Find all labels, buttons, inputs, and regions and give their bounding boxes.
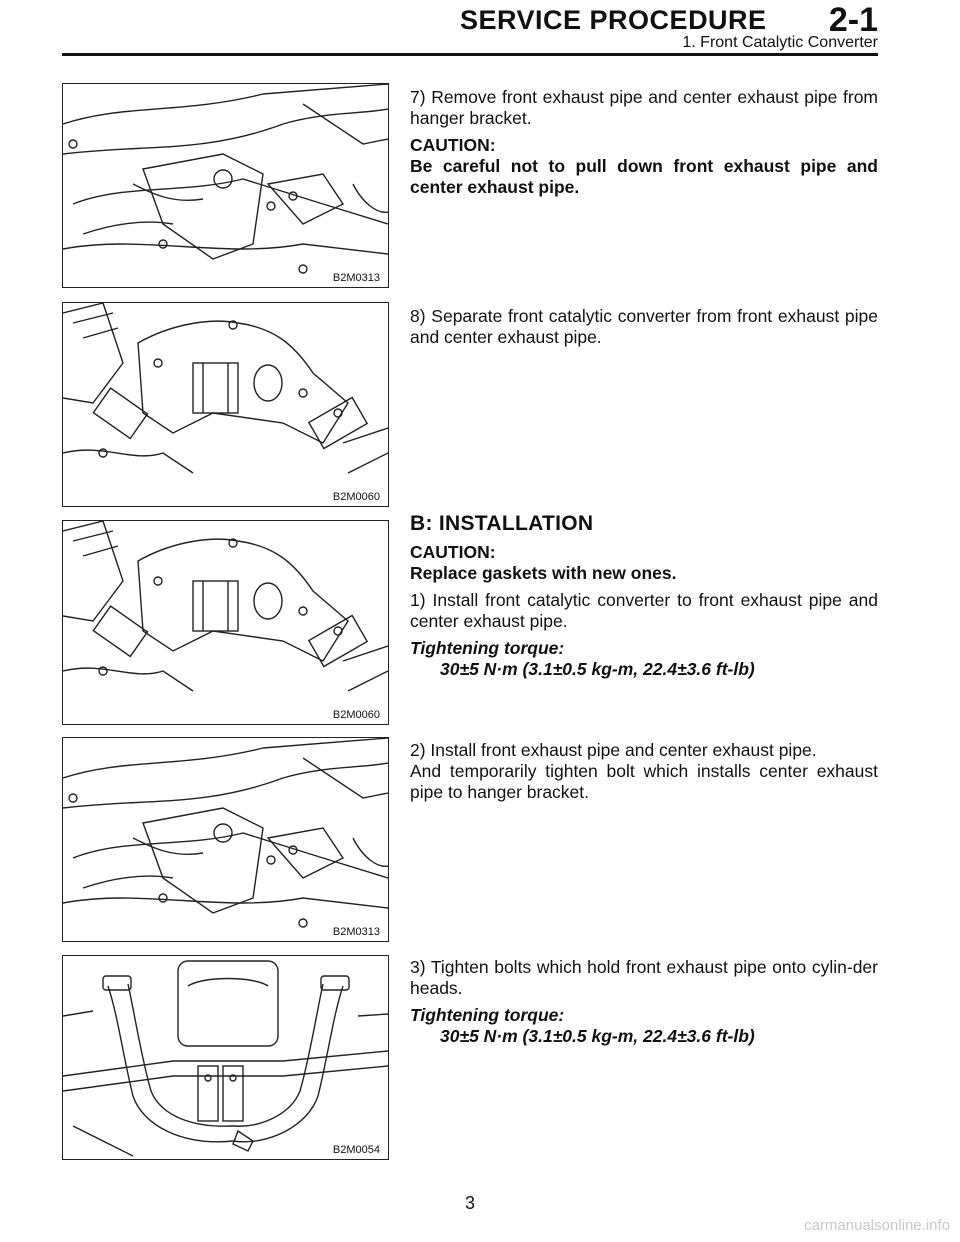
figure-caption: B2M0313 <box>332 926 380 938</box>
figure-catalytic-converter-1 <box>62 302 389 507</box>
step-8-block <box>410 306 878 354</box>
figure-hanger-bracket-2 <box>62 737 389 942</box>
installation-block <box>410 513 878 680</box>
figure-catalytic-converter-2 <box>62 520 389 725</box>
figure-hanger-bracket-1 <box>62 83 389 288</box>
caution-label: CAUTION: <box>410 135 496 155</box>
section-title: SERVICE PROCEDURE <box>460 5 767 35</box>
step-1-text: 1) Install front catalytic converter to front exhaust pipe and center exhaust pipe. <box>410 590 878 631</box>
figure-caption: B2M0060 <box>332 491 380 503</box>
step-7-text: 7) Remove front exhaust pipe and center exhaust pipe from hanger bracket. <box>410 87 878 128</box>
torque-label: Tightening torque: <box>410 638 565 658</box>
caution-text: Be careful not to pull down front exhaust pipe and center exhaust pipe. <box>410 156 878 197</box>
step-3-block <box>410 957 878 1047</box>
illustration-front-exhaust-pipe <box>63 956 388 1159</box>
section-number: 2-1 <box>828 1 878 39</box>
caution-text: Replace gaskets with new ones. <box>410 563 677 583</box>
step-8-text: 8) Separate front catalytic converter from front exhaust pipe and center exhaust pipe. <box>410 306 878 347</box>
torque-value: 30±5 N·m (3.1±0.5 kg-m, 22.4±3.6 ft-lb) <box>440 1026 755 1046</box>
torque-value: 30±5 N·m (3.1±0.5 kg-m, 22.4±3.6 ft-lb) <box>440 659 755 679</box>
step-2-continued-text: And temporarily tighten bolt which installs center exhaust pipe to hanger bracket. <box>410 761 878 802</box>
figure-caption: B2M0054 <box>332 1144 380 1156</box>
step-2-block <box>410 740 878 809</box>
figure-caption: B2M0313 <box>332 272 380 284</box>
step-7-block <box>410 87 878 204</box>
illustration-catalytic-converter <box>63 521 388 724</box>
watermark: carmanualsonline.info <box>804 1217 950 1234</box>
illustration-hanger-bracket <box>63 738 388 941</box>
illustration-catalytic-converter <box>63 303 388 506</box>
installation-heading: B: INSTALLATION <box>410 512 594 535</box>
caution-label: CAUTION: <box>410 542 496 562</box>
figure-caption: B2M0060 <box>332 709 380 721</box>
page-number: 3 <box>464 1193 475 1213</box>
illustration-hanger-bracket <box>63 84 388 287</box>
header-rule <box>62 53 878 56</box>
figure-front-exhaust-pipe <box>62 955 389 1160</box>
section-subtitle: 1. Front Catalytic Converter <box>682 34 878 51</box>
torque-label: Tightening torque: <box>410 1005 565 1025</box>
step-3-text: 3) Tighten bolts which hold front exhaust pipe onto cylin-der heads. <box>410 957 878 998</box>
step-2-text: 2) Install front exhaust pipe and center exhaust pipe. <box>410 740 817 760</box>
